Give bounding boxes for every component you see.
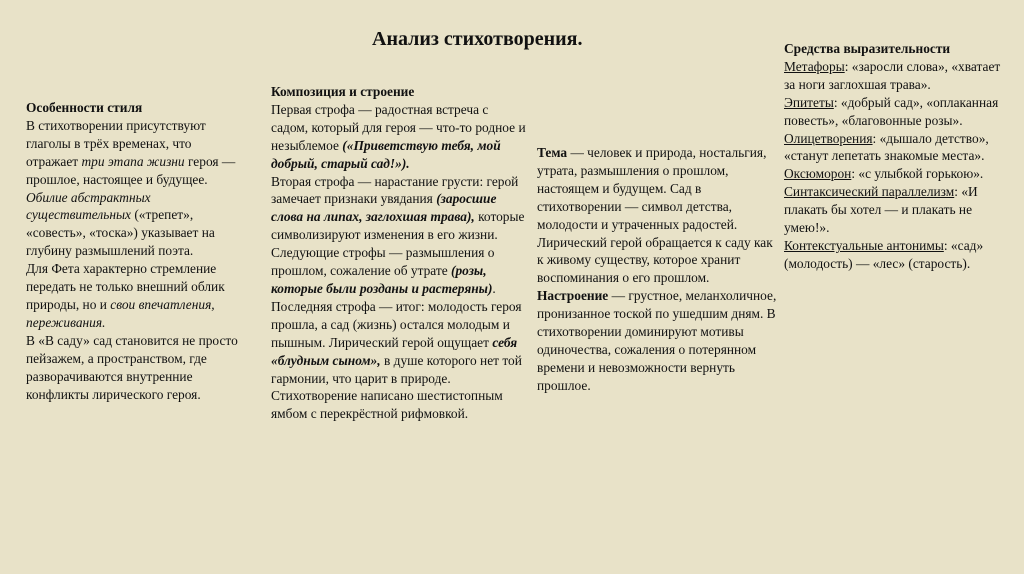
style-text: («трепет», «совесть», «тоска») указывает на глубину размышлений поэта. [26, 207, 215, 259]
means-label: Метафоры [784, 58, 845, 74]
theme-paragraph [537, 144, 777, 287]
mood-text: — грустное, меланхоличное, пронизанное тоской по ушедшим дням. В стихотворении доминируют мотивы одиночества, сожаления о потерянном времени и невозможности вернуть прошлое. [537, 288, 777, 393]
means-metaphors [784, 58, 1014, 94]
means-label: Контекстуальные антонимы [784, 237, 944, 253]
composition-text: Первая строфа — радостная встреча с садом, который для героя — что-то родное и незыблемое [271, 101, 526, 153]
style-emphasis: свои впечатления, переживания. [26, 296, 215, 330]
style-text: Для Фета характерно стремление передать не только внешний облик природы, но и [26, 261, 225, 312]
composition-text: Следующие строфы — размышления о прошлом, сожаление об утрате [271, 245, 495, 279]
means-text: : «добрый сад», «оплаканная повесть», «благовонные розы». [784, 94, 999, 128]
style-text: героя — прошлое, настоящее и будущее. [26, 153, 236, 187]
composition-text: Последняя строфа — итог: молодость героя прошла, а сад (жизнь) остался молодым и пышным. Лирический герой ощущает [271, 298, 522, 350]
means-epithets [784, 94, 1014, 130]
composition-paragraph-1 [271, 101, 526, 173]
means-heading: Средства выразительности [784, 41, 951, 56]
means-text: : «с улыбкой горькою». [851, 166, 984, 182]
composition-paragraph-3 [271, 244, 526, 298]
means-oxymoron [784, 165, 1014, 183]
composition-paragraph-5: Стихотворение написано шестистопным ямбом с перекрёстной рифмовкой. [271, 388, 503, 422]
means-text: : «дышало детство», «станут лепетать знакомые места». [784, 130, 989, 164]
means-label: Эпитеты [784, 94, 834, 110]
composition-quote: («Приветствую тебя, мой добрый, старый сад!»). [271, 137, 501, 171]
composition-text: . [492, 280, 496, 296]
composition-text: Вторая строфа — нарастание грусти: герой замечает признаки увядания [271, 173, 519, 207]
composition-heading: Композиция и строение [271, 84, 415, 99]
composition-text: в душе которого нет той гармонии, что царит в природе. [271, 352, 522, 386]
composition-quote: (заросшие слова на липах, заглохшая трава), [271, 191, 497, 225]
means-parallelism [784, 183, 1014, 237]
composition-paragraph-2 [271, 173, 526, 245]
style-column [26, 99, 241, 403]
style-heading: Особенности стиля [26, 100, 143, 115]
theme-label: Тема [537, 145, 568, 160]
means-label: Оксюморон [784, 166, 852, 182]
mood-label: Настроение [537, 288, 609, 304]
composition-quote: себя «блудным сыном», [271, 334, 518, 368]
means-antonyms [784, 237, 1014, 273]
theme-column [537, 144, 777, 395]
means-text: : «заросли слова», «хватает за ноги заглохшая трава». [784, 58, 1001, 92]
means-personifications [784, 130, 1014, 166]
mood-paragraph [537, 287, 777, 394]
style-text: В стихотворении присутствуют глаголы в трёх временах, что отражает [26, 117, 206, 169]
style-emphasis: Обилие абстрактных существительных [26, 189, 151, 223]
slide-title: Анализ стихотворения. [372, 28, 583, 50]
style-paragraph-1 [26, 117, 241, 189]
means-label: Олицетворения [784, 130, 873, 146]
composition-column [271, 83, 526, 423]
means-label: Синтаксический параллелизм [784, 184, 955, 200]
means-text: : «сад» (молодость) — «лес» (старость). [784, 237, 984, 271]
style-paragraph-3 [26, 260, 241, 332]
composition-paragraph-4 [271, 298, 526, 388]
style-paragraph-4: В «В саду» сад становится не просто пейзажем, а пространством, где разворачиваются внутренние конфликты лирического героя. [26, 332, 238, 402]
means-column [784, 40, 1014, 273]
style-emphasis: три этапа жизни [81, 153, 185, 169]
style-paragraph-2 [26, 189, 241, 261]
means-text: : «И плакать бы хотел — и плакать не умею!». [784, 184, 978, 236]
composition-text: которые символизируют изменения в его жизни. [271, 209, 525, 243]
theme-text: — человек и природа, ностальгия, утрата, размышления о прошлом, настоящем и будущем. Сад в стихотворении — символ детства, молодости и утраченных радостей. Лирический герой обращается к саду как к живому существу, которое хранит воспоминания о его прошлом. [537, 145, 773, 286]
composition-quote: (розы, которые были розданы и растеряны) [271, 263, 493, 296]
